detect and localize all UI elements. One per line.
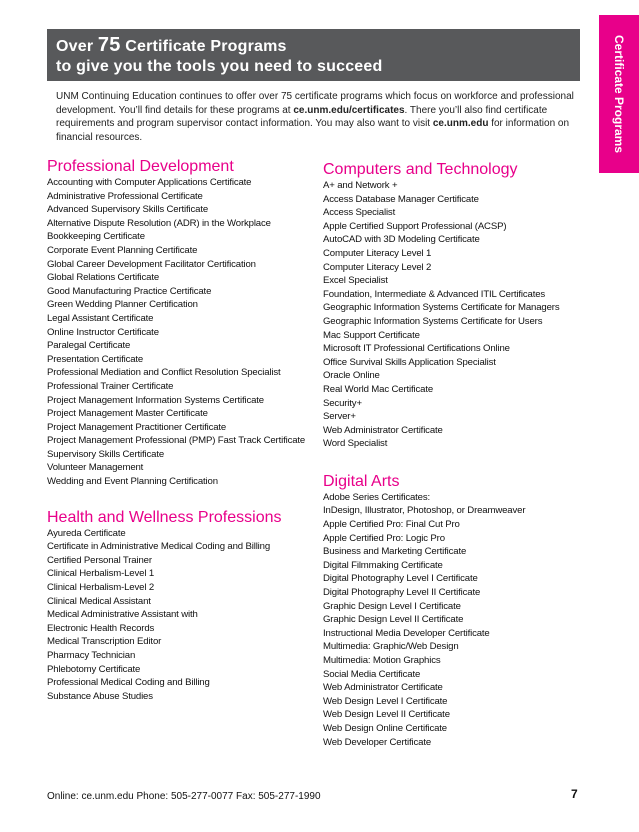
list-item: Certificate in Administrative Medical Coding and Billing xyxy=(47,541,271,553)
list-item: A+ and Network + xyxy=(323,180,398,191)
list-item: Web Design Level I Certificate xyxy=(323,695,448,707)
list-item: Volunteer Management xyxy=(47,462,144,474)
list-item: Clinical Herbalism-Level 2 xyxy=(47,582,154,594)
list-item: Instructional Media Developer Certificate xyxy=(323,627,490,639)
list-item: Accounting with Computer Applications Certificate xyxy=(47,177,252,188)
list-item: InDesign, Illustrator, Photoshop, or Dreamweaver xyxy=(323,505,526,517)
page-header-banner xyxy=(47,29,580,81)
list-item: Paralegal Certificate xyxy=(47,340,131,352)
list-item: Access Specialist xyxy=(323,207,396,219)
list-item: Legal Assistant Certificate xyxy=(47,312,154,324)
list-item: Computer Literacy Level 1 xyxy=(323,247,432,259)
list-item: Online Instructor Certificate xyxy=(47,326,159,338)
list-item: AutoCAD with 3D Modeling Certificate xyxy=(323,234,480,246)
list-item: Green Wedding Planner Certification xyxy=(47,299,198,311)
website-link[interactable]: ce.unm.edu xyxy=(432,118,489,129)
list-item: Wedding and Event Planning Certification xyxy=(47,476,218,488)
list-item: Bookkeeping Certificate xyxy=(47,231,145,243)
list-item: Substance Abuse Studies xyxy=(47,690,153,702)
list-item: Multimedia: Graphic/Web Design xyxy=(323,641,459,653)
list-item: Security+ xyxy=(323,397,362,409)
list-item: Global Relations Certificate xyxy=(47,272,160,284)
list-item: Computer Literacy Level 2 xyxy=(323,261,432,273)
header-number: 75 xyxy=(97,34,121,56)
list-item: Digital Filmmaking Certificate xyxy=(323,559,443,571)
footer-contact: Online: ce.unm.edu Phone: 505-277-0077 Fax: 505-277-1990 xyxy=(47,791,321,802)
page-number: 7 xyxy=(571,787,578,801)
list-item: Oracle Online xyxy=(323,370,380,382)
side-tab-label: Certificate Programs xyxy=(612,34,626,154)
section-title-health: Health and Wellness Professions xyxy=(47,508,282,526)
header-suffix: Certificate Programs xyxy=(120,38,287,55)
digital-list xyxy=(323,491,591,749)
list-item: Mac Support Certificate xyxy=(323,329,420,341)
list-item: Professional Mediation and Conflict Resolution Specialist xyxy=(47,367,281,379)
list-item: Microsoft IT Professional Certifications Online xyxy=(323,343,510,355)
section-title-professional: Professional Development xyxy=(47,158,234,175)
list-item: Professional Medical Coding and Billing xyxy=(47,677,210,689)
computers-list xyxy=(323,179,591,451)
list-item: Certified Personal Trainer xyxy=(47,554,152,566)
list-item: Good Manufacturing Practice Certificate xyxy=(47,285,212,297)
list-item: Web Administrator Certificate xyxy=(323,424,443,436)
list-item: Adobe Series Certificates: xyxy=(323,491,431,503)
intro-text-2: . There you’ll also find certificate requirements and program supervisor contact information. You may also want to visit xyxy=(56,104,548,129)
list-item: Office Survival Skills Application Specialist xyxy=(323,356,496,368)
list-item: Corporate Event Planning Certificate xyxy=(47,244,198,256)
list-item: Apple Certified Pro: Final Cut Pro xyxy=(323,519,460,531)
section-title-digital: Digital Arts xyxy=(323,472,400,490)
list-item: Server+ xyxy=(323,411,356,423)
left-column xyxy=(47,158,315,703)
list-item: Presentation Certificate xyxy=(47,353,144,365)
header-line-2: to give you the tools you need to succeed xyxy=(56,58,383,75)
list-item: Graphic Design Level II Certificate xyxy=(323,614,464,626)
list-item: Alternative Dispute Resolution (ADR) in the Workplace xyxy=(47,217,271,229)
list-item: Advanced Supervisory Skills Certificate xyxy=(47,204,209,216)
list-item: Project Management Professional (PMP) Fast Track Certificate xyxy=(47,435,306,447)
header-prefix: Over xyxy=(56,38,98,55)
list-item: Web Design Level II Certificate xyxy=(323,709,450,721)
list-item: Clinical Medical Assistant xyxy=(47,595,151,607)
list-item: Project Management Master Certificate xyxy=(47,408,208,420)
list-item: Web Design Online Certificate xyxy=(323,722,447,734)
list-item: Apple Certified Support Professional (ACSP) xyxy=(323,220,507,232)
list-item: Project Management Information Systems Certificate xyxy=(47,394,264,406)
list-item: Apple Certified Pro: Logic Pro xyxy=(323,532,445,544)
section-title-computers: Computers and Technology xyxy=(323,161,518,178)
right-column xyxy=(323,161,591,749)
certificates-link[interactable]: ce.unm.edu/certificates xyxy=(293,104,405,116)
list-item: Digital Photography Level II Certificate xyxy=(323,587,481,599)
list-item: Web Administrator Certificate xyxy=(323,682,443,694)
list-item: Electronic Health Records xyxy=(47,622,155,634)
list-item: Access Database Manager Certificate xyxy=(323,193,479,205)
list-item: Graphic Design Level I Certificate xyxy=(323,600,461,612)
list-item: Ayureda Certificate xyxy=(47,527,126,539)
intro-paragraph xyxy=(56,90,576,144)
header-line-1 xyxy=(56,35,571,57)
side-tab xyxy=(599,15,639,173)
intro-text-1: UNM Continuing Education continues to offer over 75 certificate programs which focus on workforce and professional development. You’ll find details for these programs at xyxy=(56,91,574,116)
list-item: Word Specialist xyxy=(323,438,388,450)
list-item: Foundation, Intermediate & Advanced ITIL Certificates xyxy=(323,288,546,300)
list-item: Geographic Information Systems Certificate for Managers xyxy=(323,302,560,314)
intro-text-3: for information on financial resources. xyxy=(56,118,570,143)
list-item: Excel Specialist xyxy=(323,275,388,287)
list-item: Project Management Practitioner Certificate xyxy=(47,421,227,433)
list-item: Professional Trainer Certificate xyxy=(47,380,174,392)
list-item: Administrative Professional Certificate xyxy=(47,190,203,202)
list-item: Digital Photography Level I Certificate xyxy=(323,573,478,585)
list-item: Multimedia: Motion Graphics xyxy=(323,655,441,666)
professional-list xyxy=(47,176,315,489)
list-item: Medical Administrative Assistant with xyxy=(47,609,198,621)
list-item: Web Developer Certificate xyxy=(323,736,432,748)
list-item: Phlebotomy Certificate xyxy=(47,663,141,675)
list-item: Social Media Certificate xyxy=(323,668,421,680)
list-item: Medical Transcription Editor xyxy=(47,636,162,648)
list-item: Business and Marketing Certificate xyxy=(323,546,467,558)
list-item: Supervisory Skills Certificate xyxy=(47,448,165,460)
list-item: Pharmacy Technician xyxy=(47,650,136,661)
list-item: Real World Mac Certificate xyxy=(323,383,434,395)
list-item: Global Career Development Facilitator Certification xyxy=(47,258,256,270)
list-item: Geographic Information Systems Certificate for Users xyxy=(323,315,543,327)
health-list xyxy=(47,527,315,704)
list-item: Clinical Herbalism-Level 1 xyxy=(47,568,154,580)
